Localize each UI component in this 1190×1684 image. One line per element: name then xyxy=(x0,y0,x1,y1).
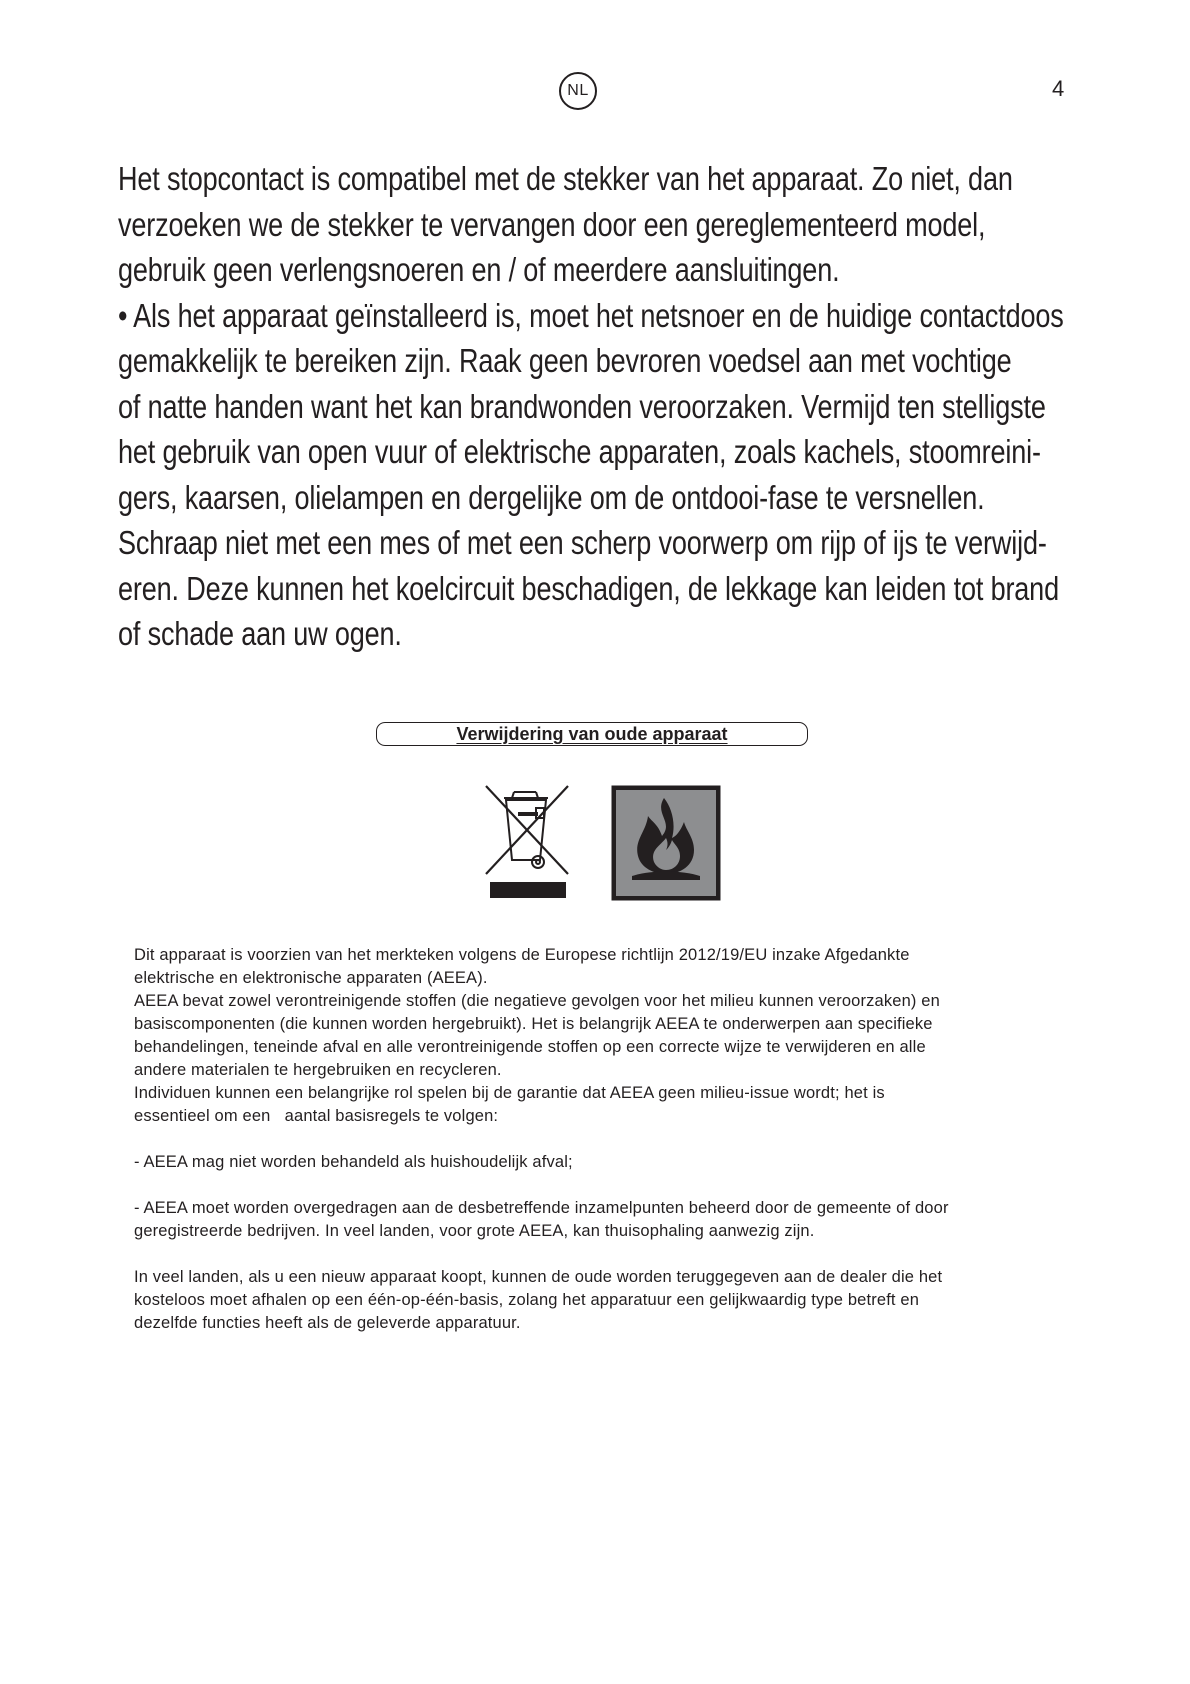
disposal-section-title xyxy=(376,722,808,746)
paragraph-line: elektrische en elektronische apparaten (AEEA). xyxy=(134,969,488,987)
disposal-title-text: Verwijdering van oude apparaat xyxy=(456,723,728,744)
crossed-out-wheelie-bin-icon xyxy=(478,778,574,898)
paragraph-line: AEEA bevat zowel verontreinigende stoffen (die negatieve gevolgen voor het milieu kunnen veroorzaken) en xyxy=(134,992,940,1010)
paragraph-line: In veel landen, als u een nieuw apparaat koopt, kunnen de oude worden teruggegeven aan de dealer die het xyxy=(134,1268,943,1286)
text-line: eren. Deze kunnen het koelcircuit beschadigen, de lekkage kan leiden tot brand xyxy=(118,569,1059,607)
paragraph-line: essentieel om een aantal basisregels te volgen: xyxy=(134,1107,499,1125)
paragraph-line: andere materialen te hergebruiken en recycleren. xyxy=(134,1061,502,1079)
safety-instructions xyxy=(118,156,1078,657)
text-line: gemakkelijk te bereiken zijn. Raak geen bevroren voedsel aan met vochtige xyxy=(118,342,1012,379)
paragraph-line: dezelfde functies heeft als de geleverde apparatuur. xyxy=(134,1314,521,1332)
paragraph-line: kosteloos moet afhalen op een één-op-één-basis, zolang het apparatuur een gelijkwaardig type betreft en xyxy=(134,1291,920,1309)
disposal-information xyxy=(134,944,1094,1335)
text-line: • Als het apparaat geïnstalleerd is, moet het netsnoer en de huidige contactdoos xyxy=(118,296,1064,334)
rule-household-waste: - AEEA mag niet worden behandeld als huishoudelijk afval; xyxy=(134,1153,573,1171)
paragraph-line: Dit apparaat is voorzien van het merkteken volgens de Europese richtlijn 2012/19/EU inzake Afgedankte xyxy=(134,946,910,964)
text-line: verzoeken we de stekker te vervangen door een gereglementeerd model, xyxy=(118,205,986,243)
text-line: of natte handen want het kan brandwonden veroorzaken. Vermijd ten stelligste xyxy=(118,387,1046,425)
rule-collection-points: geregistreerde bedrijven. In veel landen, voor grote AEEA, kan thuisophaling aanwezig zijn. xyxy=(134,1222,815,1240)
flammable-flame-icon xyxy=(610,784,722,902)
text-line: gers, kaarsen, olielampen en dergelijke om de ontdooi-fase te versnellen. xyxy=(118,478,985,516)
text-line: Het stopcontact is compatibel met de stekker van het apparaat. Zo niet, dan xyxy=(118,160,1013,197)
rule-collection-points: - AEEA moet worden overgedragen aan de desbetreffende inzamelpunten beheerd door de gemeente of door xyxy=(134,1199,949,1217)
paragraph-line: basiscomponenten (die kunnen worden hergebruikt). Het is belangrijk AEEA te onderwerpen aan specifieke xyxy=(134,1015,933,1033)
page-number: 4 xyxy=(1052,76,1065,101)
language-badge: NL xyxy=(559,72,597,110)
paragraph-line: behandelingen, teneinde afval en alle verontreinigende stoffen op een correcte wijze te verwijderen en alle xyxy=(134,1038,926,1056)
text-line: het gebruik van open vuur of elektrische apparaten, zoals kachels, stoomreini- xyxy=(118,433,1041,470)
text-line: gebruik geen verlengsnoeren en / of meerdere aansluitingen. xyxy=(118,251,840,288)
paragraph-line: Individuen kunnen een belangrijke rol spelen bij de garantie dat AEEA geen milieu-issue wordt; het is xyxy=(134,1084,885,1102)
text-line: Schraap niet met een mes of met een scherp voorwerp om rijp of ijs te verwijd- xyxy=(118,524,1047,561)
text-line: of schade aan uw ogen. xyxy=(118,615,402,652)
